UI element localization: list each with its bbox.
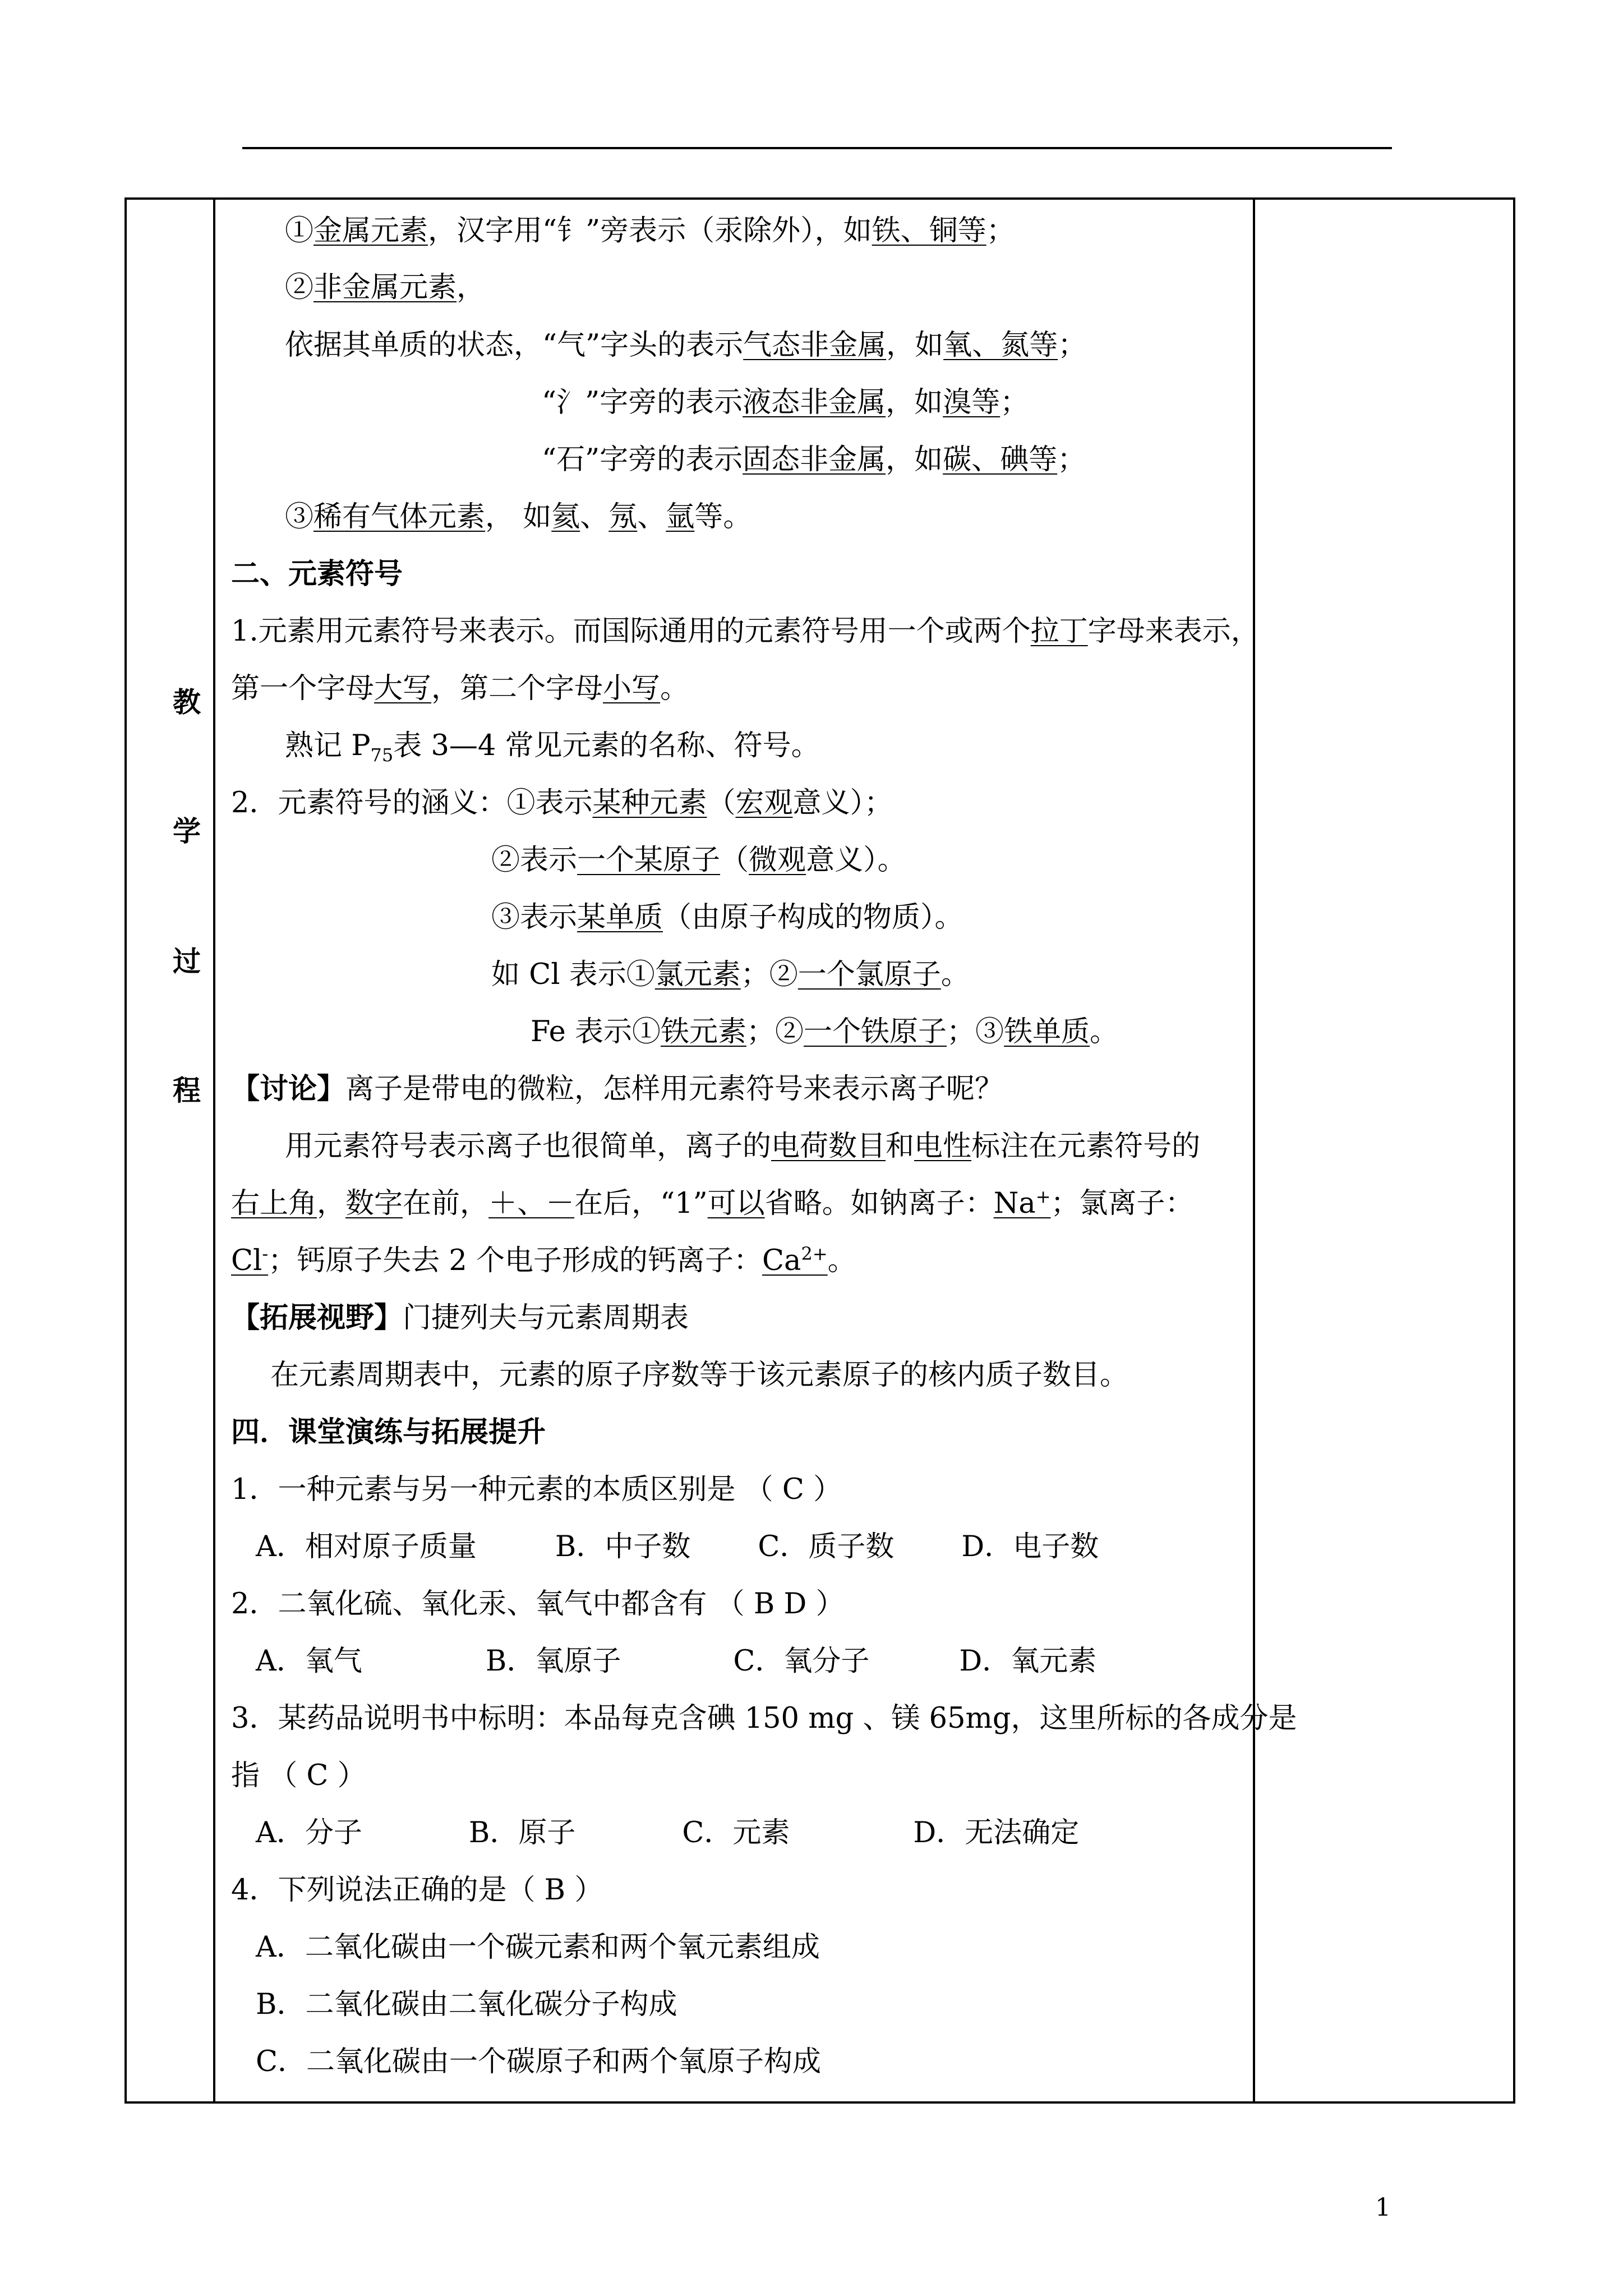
side-label-char: 教 <box>173 686 201 719</box>
text-line: Fe 表示①铁元素；②一个铁原子；③铁单质。 <box>531 1015 1119 1048</box>
section-heading: 四．课堂演练与拓展提升 <box>231 1416 546 1449</box>
text-line: ①金属元素，汉字用“钅”旁表示（汞除外），如铁、铜等； <box>285 214 1015 247</box>
text-line: 2．元素符号的涵义：①表示某种元素（宏观意义）； <box>231 786 893 820</box>
column-divider-left <box>213 200 215 2101</box>
option-a: A．氧气 <box>256 1645 362 1678</box>
option-line: A．二氧化碳由一个碳元素和两个氧元素组成 <box>256 1931 820 1964</box>
text-line: “石”字旁的表示固态非金属，如碳、碘等； <box>542 443 1086 476</box>
text-line: 第一个字母大写，第二个字母小写。 <box>231 672 689 705</box>
question-stem: 3．某药品说明书中标明：本品每克含碘 150 mg 、镁 65mg，这里所标的各成分是 <box>231 1702 1297 1735</box>
text-line: 如 Cl 表示①氯元素；②一个氯原子。 <box>491 958 970 991</box>
text-line: ②非金属元素， <box>285 271 486 304</box>
option-c: C．元素 <box>682 1816 790 1849</box>
options-row <box>256 1647 1096 1676</box>
lesson-table <box>125 197 1515 2104</box>
text-line: 用元素符号表示离子也很简单，离子的电荷数目和电性标注在元素符号的 <box>285 1130 1201 1163</box>
text-line: ③表示某单质（由原子构成的物质）。 <box>491 901 963 934</box>
option-c: C．氧分子 <box>733 1645 870 1678</box>
text-line: Cl-；钙原子失去 2 个电子形成的钙离子：$Ca^{2+}$。 <box>231 1243 856 1277</box>
section-heading: 二、元素符号 <box>231 558 403 591</box>
option-d: D．电子数 <box>961 1530 1099 1563</box>
option-line: B．二氧化碳由二氧化碳分子构成 <box>256 1988 677 2021</box>
text-line: 依据其单质的状态，“气”字头的表示气态非金属，如氧、氮等； <box>285 329 1087 362</box>
question-stem: 2．二氧化硫、氧化汞、氧气中都含有 （ B D ） <box>231 1588 845 1621</box>
option-d: D．氧元素 <box>959 1645 1097 1678</box>
side-label-char: 学 <box>173 815 201 848</box>
text-line: 右上角，数字在前，＋、－在后，“1”可以省略。如钠离子：Na+；氯离子： <box>231 1186 1194 1220</box>
text-line: 熟记 $P_{75}$表 3—4 常见元素的名称、符号。 <box>285 729 820 766</box>
text-line: ③稀有气体元素， 如氦、氖、氩等。 <box>285 500 752 533</box>
option-a: A．相对原子质量 <box>256 1530 477 1563</box>
option-d: D．无法确定 <box>913 1816 1080 1849</box>
question-stem: 4．下列说法正确的是（ B ） <box>231 1874 603 1907</box>
option-line: C．二氧化碳由一个碳原子和两个氧原子构成 <box>256 2045 822 2078</box>
side-label-char: 程 <box>173 1074 201 1107</box>
option-b: B．中子数 <box>555 1530 691 1563</box>
column-divider-right <box>1253 200 1255 2101</box>
question-stem: 指 （ C ） <box>231 1759 366 1792</box>
question-stem: 1．一种元素与另一种元素的本质区别是 （ C ） <box>231 1473 842 1506</box>
text-line: “氵”字旁的表示液态非金属，如溴等； <box>542 386 1029 419</box>
side-label-char: 过 <box>173 945 201 978</box>
page-number: 1 <box>1375 2193 1391 2222</box>
options-row <box>256 1816 1080 1849</box>
option-c: C．质子数 <box>758 1530 895 1563</box>
text-line: ②表示一个某原子（微观意义）。 <box>491 844 906 877</box>
option-b: B．原子 <box>468 1816 576 1849</box>
text-line: 【讨论】离子是带电的微粒，怎样用元素符号来表示离子呢？ <box>231 1073 1004 1106</box>
text-line: 【拓展视野】门捷列夫与元素周期表 <box>231 1301 689 1335</box>
option-b: B．氧原子 <box>485 1645 621 1678</box>
options-row <box>256 1530 1099 1563</box>
text-line: 1.元素用元素符号来表示。而国际通用的元素符号用一个或两个拉丁字母来表示， <box>231 615 1260 648</box>
text-line: 在元素周期表中，元素的原子序数等于该元素原子的核内质子数目。 <box>270 1359 1129 1392</box>
header-rule <box>242 147 1392 149</box>
option-a: A．分子 <box>256 1816 362 1849</box>
